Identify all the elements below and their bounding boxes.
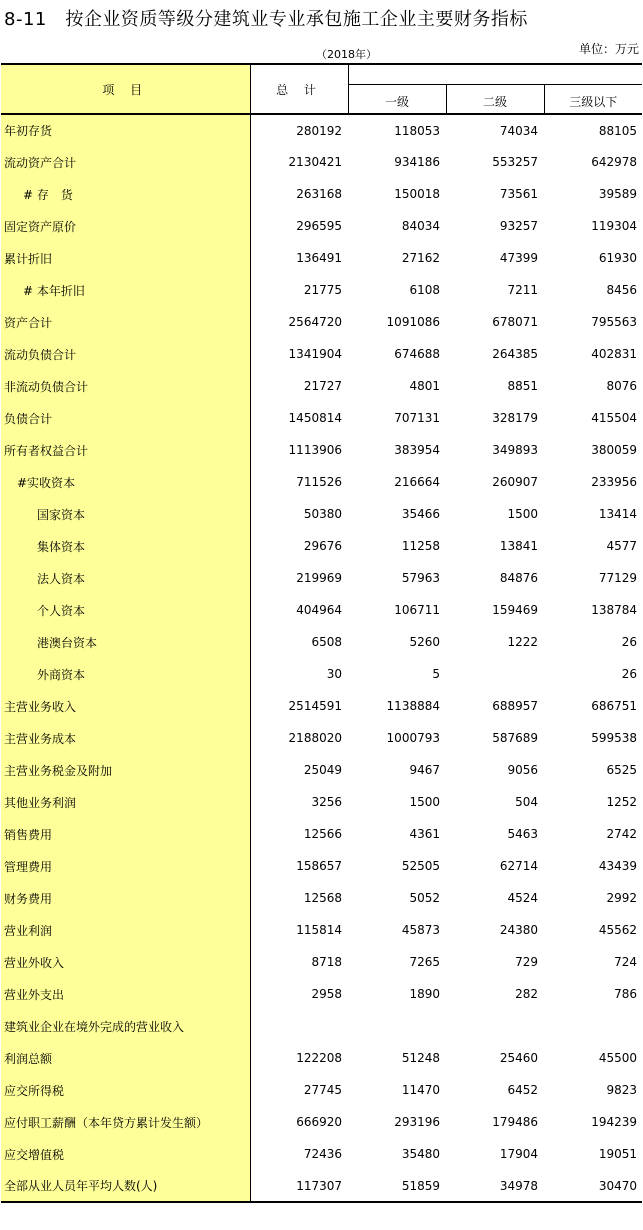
cell-level1: 293196 — [394, 1115, 440, 1129]
cell-level1: 5 — [432, 667, 440, 681]
cell-total: 21775 — [303, 283, 342, 297]
unit-label: 单位：万元 — [578, 42, 639, 56]
row-label: 全部从业人员年平均人数(人) — [1, 1170, 250, 1202]
cell-total — [250, 1010, 348, 1042]
header-total: 总 计 — [250, 64, 348, 114]
cell-total: 50380 — [303, 507, 342, 521]
cell-level3: 415504 — [591, 411, 638, 425]
table-row — [1, 658, 642, 690]
cell-total: 666920 — [296, 1115, 342, 1129]
table-row — [1, 882, 642, 914]
cell-level2: 553257 — [492, 155, 538, 169]
cell-level1: 27162 — [401, 251, 440, 265]
cell-total: 1113906 — [288, 443, 342, 457]
cell-level1: 9467 — [409, 763, 440, 777]
cell-total: 2564720 — [288, 315, 342, 329]
cell-level1: 216664 — [394, 475, 440, 489]
cell-level3: 45562 — [598, 923, 638, 937]
cell-level1: 383954 — [394, 443, 440, 457]
cell-level1: 35480 — [401, 1147, 440, 1161]
cell-level3: 61930 — [598, 251, 638, 265]
row-label: 集体资本 — [1, 530, 250, 562]
cell-level1: 4361 — [409, 827, 440, 841]
cell-level2: 34978 — [446, 1170, 544, 1202]
cell-level1: 51859 — [348, 1170, 446, 1202]
cell-total: 30 — [326, 667, 342, 681]
table-row — [1, 818, 642, 850]
header-level1: 一级 — [348, 85, 446, 115]
cell-level2: 9056 — [507, 763, 538, 777]
table-row — [1, 850, 642, 882]
table-row — [1, 1170, 642, 1202]
table-row — [1, 626, 642, 658]
table-row — [1, 1042, 642, 1074]
table-row — [1, 306, 642, 338]
cell-level3 — [544, 1010, 642, 1042]
cell-level2: 264385 — [492, 347, 538, 361]
cell-level3: 13414 — [598, 507, 638, 521]
cell-level1: 35466 — [401, 507, 440, 521]
cell-level3: 26 — [621, 667, 638, 681]
cell-total: 263168 — [296, 187, 342, 201]
row-label: 营业利润 — [1, 914, 250, 946]
cell-total: 296595 — [296, 219, 342, 233]
cell-total: 404964 — [296, 603, 342, 617]
row-label: 主营业务成本 — [1, 722, 250, 754]
cell-level3: 2742 — [606, 827, 638, 841]
cell-level1: 707131 — [394, 411, 440, 425]
cell-total: 12566 — [303, 827, 342, 841]
cell-level3: 138784 — [591, 603, 638, 617]
table-row — [1, 210, 642, 242]
row-label: 财务费用 — [1, 882, 250, 914]
cell-total: 12568 — [303, 891, 342, 905]
cell-total: 122208 — [296, 1051, 342, 1065]
cell-level3: 686751 — [591, 699, 638, 713]
table-row — [1, 274, 642, 306]
cell-level3: 119304 — [591, 219, 638, 233]
row-label: 应付职工薪酬（本年贷方累计发生额） — [1, 1106, 250, 1138]
row-label: # 存 货 — [1, 178, 250, 210]
cell-level3: 402831 — [591, 347, 638, 361]
cell-level1: 5260 — [409, 635, 440, 649]
row-label: #实收资本 — [1, 466, 250, 498]
cell-level1: 1000793 — [386, 731, 440, 745]
row-label: 建筑业企业在境外完成的营业收入 — [1, 1010, 250, 1042]
cell-total: 2514591 — [288, 699, 342, 713]
cell-total: 25049 — [303, 763, 342, 777]
row-label: 国家资本 — [1, 498, 250, 530]
cell-total: 3256 — [311, 795, 342, 809]
row-label: 法人资本 — [1, 562, 250, 594]
cell-level3: 194239 — [591, 1115, 638, 1129]
table-row — [1, 1138, 642, 1170]
row-label: 管理费用 — [1, 850, 250, 882]
cell-total: 219969 — [296, 571, 342, 585]
table-row — [1, 146, 642, 178]
cell-level1: 1091086 — [386, 315, 440, 329]
cell-total: 117307 — [250, 1170, 348, 1202]
cell-level1: 7265 — [409, 955, 440, 969]
cell-level1: 45873 — [401, 923, 440, 937]
cell-total: 72436 — [303, 1147, 342, 1161]
cell-level1: 106711 — [394, 603, 440, 617]
table-row — [1, 690, 642, 722]
row-label: 流动资产合计 — [1, 146, 250, 178]
table-row — [1, 466, 642, 498]
cell-level2: 688957 — [492, 699, 538, 713]
cell-level2: 282 — [515, 987, 538, 1001]
cell-level1: 11470 — [401, 1083, 440, 1097]
cell-total: 27745 — [303, 1083, 342, 1097]
row-label: 利润总额 — [1, 1042, 250, 1074]
cell-level1: 1500 — [409, 795, 440, 809]
cell-level2: 349893 — [492, 443, 538, 457]
cell-level3: 30470 — [544, 1170, 642, 1202]
table-row — [1, 914, 642, 946]
row-label: 固定资产原价 — [1, 210, 250, 242]
table-row — [1, 1106, 642, 1138]
row-label: 负债合计 — [1, 402, 250, 434]
cell-level2: 729 — [515, 955, 538, 969]
cell-total: 136491 — [296, 251, 342, 265]
table-row — [1, 530, 642, 562]
cell-total: 8718 — [311, 955, 342, 969]
cell-level3: 642978 — [591, 155, 638, 169]
row-label: 主营业务税金及附加 — [1, 754, 250, 786]
table-row — [1, 946, 642, 978]
table-row — [1, 370, 642, 402]
row-label: 港澳台资本 — [1, 626, 250, 658]
cell-level3: 8456 — [606, 283, 638, 297]
cell-level2: 5463 — [507, 827, 538, 841]
cell-total: 2958 — [311, 987, 342, 1001]
cell-level2: 179486 — [492, 1115, 538, 1129]
cell-level2 — [446, 658, 544, 690]
cell-level3: 9823 — [606, 1083, 638, 1097]
cell-level3: 380059 — [591, 443, 638, 457]
cell-level3: 26 — [621, 635, 638, 649]
cell-level3: 45500 — [598, 1051, 638, 1065]
cell-level2: 47399 — [499, 251, 538, 265]
header-level3: 三级以下 — [544, 85, 642, 115]
cell-level1: 6108 — [409, 283, 440, 297]
cell-level2: 159469 — [492, 603, 538, 617]
cell-level1: 674688 — [394, 347, 440, 361]
cell-level3: 6525 — [606, 763, 638, 777]
row-label: 年初存货 — [1, 114, 250, 146]
cell-level2: 678071 — [492, 315, 538, 329]
row-label: 应交增值税 — [1, 1138, 250, 1170]
table-row — [1, 242, 642, 274]
cell-total: 1450814 — [288, 411, 342, 425]
table-row — [1, 402, 642, 434]
cell-level2: 260907 — [492, 475, 538, 489]
row-label: # 本年折旧 — [1, 274, 250, 306]
cell-level3: 233956 — [591, 475, 638, 489]
row-label: 外商资本 — [1, 658, 250, 690]
cell-total: 158657 — [296, 859, 342, 873]
table-row — [1, 754, 642, 786]
cell-level2: 504 — [515, 795, 538, 809]
cell-level1: 934186 — [394, 155, 440, 169]
row-label: 主营业务收入 — [1, 690, 250, 722]
cell-total: 1341904 — [288, 347, 342, 361]
cell-level2: 8851 — [507, 379, 538, 393]
cell-total: 2188020 — [288, 731, 342, 745]
cell-level2: 4524 — [507, 891, 538, 905]
cell-level1: 57963 — [401, 571, 440, 585]
cell-level1: 118053 — [394, 123, 440, 138]
cell-total: 2130421 — [288, 155, 342, 169]
row-label: 其他业务利润 — [1, 786, 250, 818]
table-body — [1, 114, 642, 1202]
cell-level2: 7211 — [507, 283, 538, 297]
cell-total: 21727 — [303, 379, 342, 393]
header-level-group — [348, 64, 642, 85]
page-title: 8-11 按企业资质等级分建筑业专业承包施工企业主要财务指标 — [4, 9, 528, 30]
header-item: 项 目 — [1, 64, 250, 114]
row-label: 个人资本 — [1, 594, 250, 626]
cell-total: 29676 — [303, 539, 342, 553]
cell-level2: 74034 — [499, 123, 538, 138]
cell-level2 — [446, 1010, 544, 1042]
row-label: 所有者权益合计 — [1, 434, 250, 466]
year-label: （2018年） — [316, 48, 377, 61]
table-row — [1, 114, 642, 146]
table-row — [1, 338, 642, 370]
cell-level1: 11258 — [401, 539, 440, 553]
cell-level3: 8076 — [606, 379, 638, 393]
table-row — [1, 786, 642, 818]
cell-level2: 84876 — [499, 571, 538, 585]
cell-level1: 4801 — [409, 379, 440, 393]
row-label: 非流动负债合计 — [1, 370, 250, 402]
cell-level3: 4577 — [606, 539, 638, 553]
cell-level3: 724 — [614, 955, 638, 969]
cell-level2: 1222 — [507, 635, 538, 649]
cell-level1: 1138884 — [386, 699, 440, 713]
cell-level3: 39589 — [598, 187, 638, 201]
cell-level3: 1252 — [606, 795, 638, 809]
row-label: 销售费用 — [1, 818, 250, 850]
table-row — [1, 1010, 642, 1042]
cell-level2: 93257 — [499, 219, 538, 233]
cell-level2: 6452 — [507, 1083, 538, 1097]
row-label: 流动负债合计 — [1, 338, 250, 370]
cell-level2: 24380 — [499, 923, 538, 937]
cell-level1: 51248 — [401, 1051, 440, 1065]
table-row — [1, 434, 642, 466]
cell-level3: 19051 — [598, 1147, 638, 1161]
table-row — [1, 594, 642, 626]
cell-level2: 17904 — [499, 1147, 538, 1161]
cell-level2: 13841 — [499, 539, 538, 553]
cell-level1 — [348, 1010, 446, 1042]
table-row — [1, 1074, 642, 1106]
cell-level2: 25460 — [499, 1051, 538, 1065]
cell-total: 280192 — [296, 123, 342, 138]
cell-level2: 328179 — [492, 411, 538, 425]
table-row — [1, 178, 642, 210]
cell-total: 115814 — [296, 923, 342, 937]
cell-level2: 73561 — [499, 187, 538, 201]
cell-level3: 2992 — [606, 891, 638, 905]
cell-level3: 795563 — [591, 315, 638, 329]
cell-level1: 84034 — [401, 219, 440, 233]
cell-level1: 1890 — [409, 987, 440, 1001]
table-row — [1, 498, 642, 530]
row-label: 资产合计 — [1, 306, 250, 338]
cell-level1: 52505 — [401, 859, 440, 873]
cell-level3: 599538 — [591, 731, 638, 745]
cell-level2: 587689 — [492, 731, 538, 745]
row-label: 营业外支出 — [1, 978, 250, 1010]
table-row — [1, 562, 642, 594]
table-row — [1, 722, 642, 754]
financial-indicators-table — [1, 63, 642, 1203]
cell-level3: 77129 — [598, 571, 638, 585]
row-label: 应交所得税 — [1, 1074, 250, 1106]
cell-level2: 1500 — [507, 507, 538, 521]
cell-level3: 88105 — [598, 123, 638, 138]
cell-level3: 786 — [614, 987, 638, 1001]
row-label: 累计折旧 — [1, 242, 250, 274]
cell-total: 711526 — [296, 475, 342, 489]
table-header — [1, 64, 642, 114]
cell-level1: 150018 — [394, 187, 440, 201]
cell-total: 6508 — [311, 635, 342, 649]
row-label: 营业外收入 — [1, 946, 250, 978]
cell-level1: 5052 — [409, 891, 440, 905]
header-level2: 二级 — [446, 85, 544, 115]
cell-level3: 43439 — [598, 859, 638, 873]
cell-level2: 62714 — [499, 859, 538, 873]
table-row — [1, 978, 642, 1010]
